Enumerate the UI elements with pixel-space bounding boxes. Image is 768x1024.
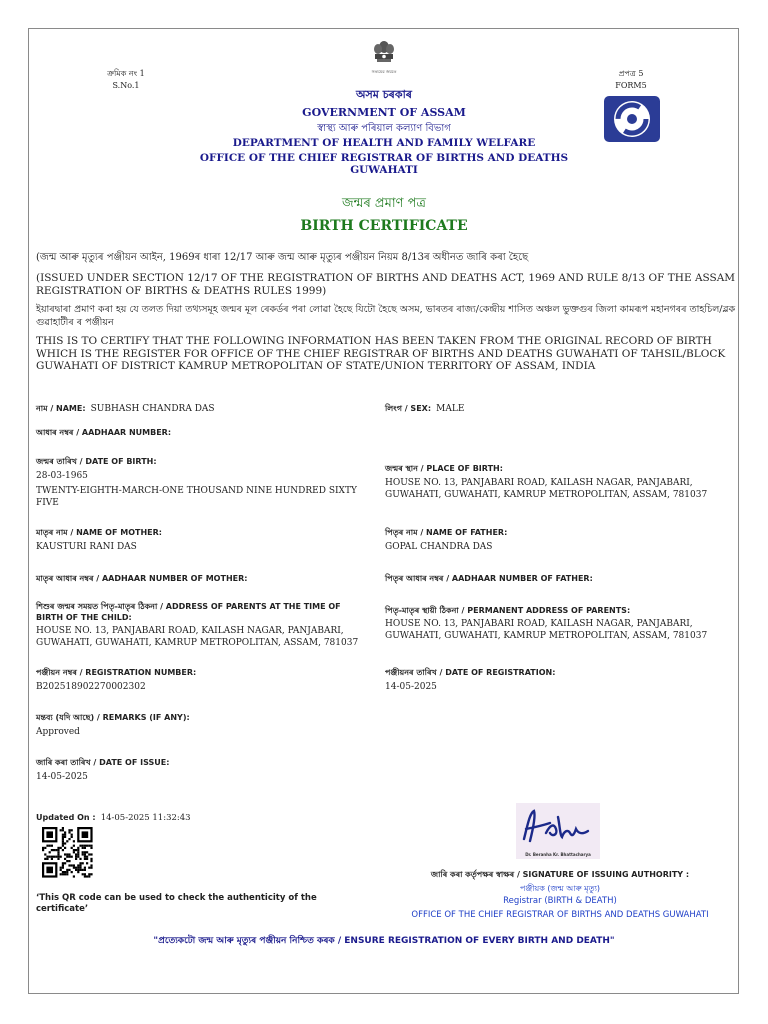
dob-words: TWENTY-EIGHTH-MARCH-ONE THOUSAND NINE HUNDRED SIXTY FIVE	[36, 486, 357, 508]
remarks-value: Approved	[36, 727, 80, 737]
issued-under-as: (জন্ম আৰু মৃত্যুৰ পঞ্জীয়ন আইন, 1969ৰ ধাৰা 12/17 আৰু জন্ম আৰু মৃত্যুৰ পঞ্জীয়ন নিয়ম 8/13ৰ অধীনত জাৰি কৰা হৈছে	[36, 252, 529, 263]
issued-under-en: (ISSUED UNDER SECTION 12/17 OF THE REGISTRATION OF BIRTHS AND DEATHS ACT, 1969 AND RULE 8/13 OF THE ASSAM REGISTRATION OF BIRTHS & DEATHS RULES 1999)	[36, 272, 736, 297]
dept-title-as: স্বাস্থ্য আৰু পৰিয়াল কল্যাণ বিভাগ	[317, 123, 451, 134]
registration-date-value: 14-05-2025	[385, 682, 437, 692]
certificate-title-en: BIRTH CERTIFICATE	[300, 218, 468, 234]
govt-title-as: অসম চৰকাৰ	[356, 88, 412, 101]
address-at-birth-value: HOUSE NO. 13, PANJABARI ROAD, KAILASH NAGAR, PANJABARI, GUWAHATI, GUWAHATI, KAMRUP METROPOLITAN, ASSAM, 781037	[36, 626, 359, 648]
updated-on	[36, 805, 366, 825]
qr-code[interactable]	[38, 826, 98, 878]
father-aadhaar-label: পিতৃৰ আধাৰ নম্বৰ / AADHAAR NUMBER OF FATHER:	[385, 574, 593, 583]
name-label: নাম / NAME:	[36, 404, 86, 413]
mother-aadhaar-label: মাতৃৰ আধাৰ নম্বৰ / AADHAAR NUMBER OF MOTHER:	[36, 574, 248, 583]
city-title: GUWAHATI	[350, 164, 418, 176]
serial-number-as: ক্ৰমিক নং 1	[107, 69, 145, 78]
registrar-as: পঞ্জীয়ক (জন্ম আৰু মৃত্যু)	[519, 884, 601, 893]
certify-en: THIS IS TO CERTIFY THAT THE FOLLOWING INFORMATION HAS BEEN TAKEN FROM THE ORIGINAL RECORD OF BIRTH WHICH IS THE REGISTER FOR OFFICE OF THE CHIEF REGISTRAR OF BIRTHS AND DEATHS GUWAHATI OF TAHSIL/BLOCK GUWAHATI OF DISTRICT KAMRUP METROPOLITAN OF STATE/UNION TERRITORY OF ASSAM, INDIA	[36, 335, 726, 372]
sex-field	[385, 396, 725, 416]
address-at-birth-label: শিশুৰ জন্মৰ সময়ত পিতৃ-মাতৃৰ ঠিকনা / ADDRESS OF PARENTS AT THE TIME OF BIRTH OF THE CHILD:	[36, 602, 341, 622]
registrar-en: Registrar (BIRTH & DEATH)	[503, 896, 617, 906]
certificate-title-as: জন্মৰ প্ৰমাণ পত্ৰ	[342, 196, 426, 211]
dob-value: 28-03-1965	[36, 471, 88, 481]
issue-date-label: জাৰি কৰা তাৰিখ / DATE OF ISSUE:	[36, 758, 170, 767]
signer-caption: Dr. Beranha Kr. Bhattacharya	[525, 852, 591, 857]
updated-on-label: Updated On :	[36, 813, 96, 822]
remarks-label: মন্তব্য (যদি আছে) / REMARKS (IF ANY):	[36, 713, 190, 722]
mother-label: মাতৃৰ নাম / NAME OF MOTHER:	[36, 528, 162, 537]
dob-label: জন্মৰ তাৰিখ / DATE OF BIRTH:	[36, 457, 157, 466]
father-value: GOPAL CHANDRA DAS	[385, 542, 493, 552]
office-title: OFFICE OF THE CHIEF REGISTRAR OF BIRTHS AND DEATHS	[199, 152, 569, 164]
registration-number-value: B202518902270002302	[36, 682, 146, 692]
sex-value: MALE	[436, 404, 465, 414]
permanent-address-value: HOUSE NO. 13, PANJABARI ROAD, KAILASH NAGAR, PANJABARI, GUWAHATI, GUWAHATI, KAMRUP METROPOLITAN, ASSAM, 781037	[385, 619, 708, 641]
issue-date-value: 14-05-2025	[36, 772, 88, 782]
registrar-office: OFFICE OF THE CHIEF REGISTRAR OF BIRTHS AND DEATHS GUWAHATI	[411, 910, 709, 920]
name-field	[36, 396, 366, 416]
pob-value: HOUSE NO. 13, PANJABARI ROAD, KAILASH NAGAR, PANJABARI, GUWAHATI, GUWAHATI, KAMRUP METROPOLITAN, ASSAM, 781037	[385, 478, 708, 500]
emblem-caption: সত্যমেৱ জয়তে	[371, 69, 397, 74]
father-label: পিতৃৰ নাম / NAME OF FATHER:	[385, 528, 508, 537]
signature-image	[516, 803, 600, 859]
name-value: SUBHASH CHANDRA DAS	[90, 404, 215, 414]
signature-authority-label: জাৰি কৰা কৰ্তৃপক্ষৰ স্বাক্ষৰ / SIGNATURE OF ISSUING AUTHORITY :	[430, 870, 690, 879]
aadhaar-label: আধাৰ নম্বৰ / AADHAAR NUMBER:	[36, 428, 172, 437]
updated-on-value: 14-05-2025 11:32:43	[100, 813, 191, 823]
dept-title-en: DEPARTMENT OF HEALTH AND FAMILY WELFARE	[232, 137, 536, 149]
govt-title-en: GOVERNMENT OF ASSAM	[302, 106, 466, 119]
national-emblem-icon	[369, 38, 399, 78]
form-number-as: প্ৰপত্ৰ 5	[618, 69, 644, 78]
registration-number-label: পঞ্জীয়ন নম্বৰ / REGISTRATION NUMBER:	[36, 668, 197, 677]
form-number-en: FORM5	[615, 81, 647, 90]
mother-value: KAUSTURI RANI DAS	[36, 542, 137, 552]
registration-date-label: পঞ্জীয়নৰ তাৰিখ / DATE OF REGISTRATION:	[385, 668, 556, 677]
sex-label: লিংগ / SEX:	[385, 404, 432, 413]
certify-as: ইয়াৰদ্বাৰা প্ৰমাণ কৰা হয় যে তলত দিয়া তথ্যসমূহ জন্মৰ মূল ৰেকৰ্ডৰ পৰা লোৱা হৈছে যিটো হৈছে অসম, ভাৰতৰ ৰাজ্য/কেন্দ্ৰীয় শাসিত অঞ্চল ভুক্তগুৰ জিলা কামৰূপ মহানগৰৰ তাহচিল/ব্লক গুৱাহাটীৰ ৰ পঞ্জীয়ন	[36, 304, 736, 328]
permanent-address-label: পিতৃ-মাতৃৰ স্থায়ী ঠিকনা / PERMANENT ADDRESS OF PARENTS:	[385, 606, 631, 615]
pob-label: জন্মৰ স্থান / PLACE OF BIRTH:	[385, 464, 503, 473]
registration-slogan: "প্ৰত্যেকটো জন্ম আৰু মৃত্যুৰ পঞ্জীয়ন নিশ্চিত কৰক / ENSURE REGISTRATION OF EVERY BIRTH AND DEATH"	[153, 936, 615, 946]
qr-note: ‘This QR code can be used to check the authenticity of the certificate’	[36, 893, 317, 914]
serial-number-en: S.No.1	[112, 81, 140, 90]
